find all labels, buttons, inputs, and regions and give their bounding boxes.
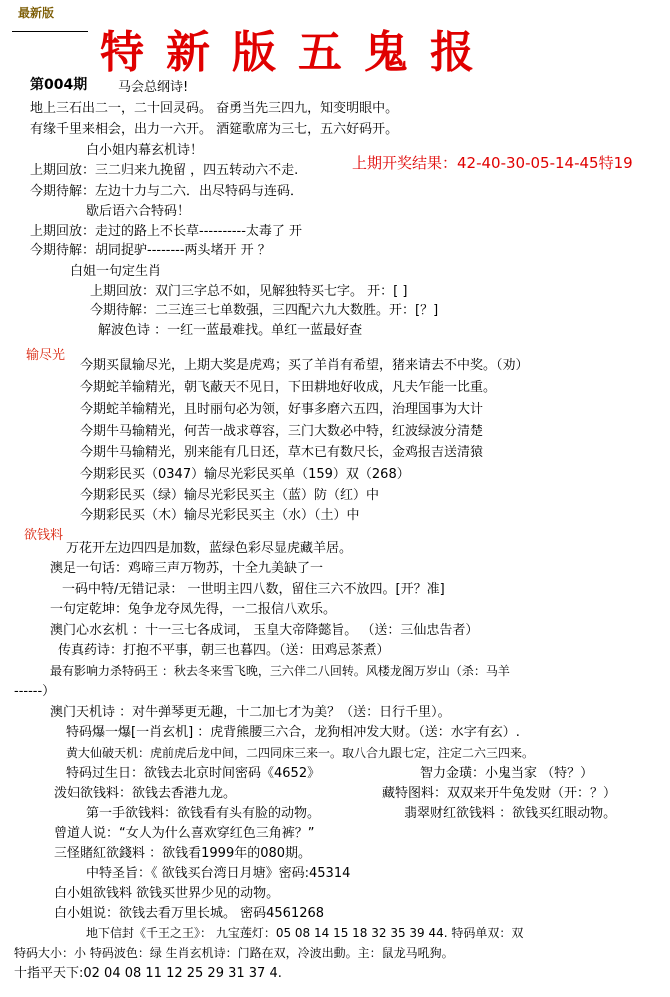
- poem-line-2: 有缘千里来相会，出力一六开。 酒筵歌席为三七，五六好码开。: [30, 122, 399, 137]
- header-divider: [12, 31, 88, 32]
- xuanji-now: 今期待解：左边十力与二六．出尽特码与连码．: [30, 184, 304, 199]
- yq-line: 中特圣旨：《 欲钱买台湾日月塘》密码:45314: [86, 866, 351, 881]
- yq-line: 白小姐说：欲钱去看万里长城。 密码4561268: [54, 906, 325, 921]
- shujinguang-line: 今期牛马输精光，别来能有几日还，草木已有数尺长，金鸡报吉送清猿: [80, 445, 484, 460]
- yq-line: 第一手欲钱料：欲钱看有头有脸的动物。: [86, 806, 321, 821]
- yq-line: 智力金璜：小鬼当家 （特？）: [420, 766, 594, 781]
- yq-line: 地下信封《千王之王》： 九宝莲灯：05 08 14 15 18 32 35 39 44. 特码单双：双: [86, 926, 524, 940]
- phrase-now: 今期待解：二三连三七单数强，三四配六九大数胜。开：[？]: [90, 303, 439, 318]
- xiehouyu-heading: 歇后语六合特码！: [86, 204, 191, 219]
- yq-line: 传真药诗：打抱不平事，朝三也暮四。（送：田鸡忌茶煮）: [58, 643, 390, 658]
- yq-line: 特码大小：小 特码波色：绿 生肖玄机诗：门路在双，冷波出動。主：鼠龙马吼狗。: [14, 946, 454, 960]
- yq-line: 最有影响力杀特码王 ：秋去冬来雪飞晚，三六伴二八回转。风楼龙阁万岁山（杀：马羊: [50, 664, 510, 678]
- xiehouyu-prev: 上期回放：走过的路上不长草----------太毒了 开: [30, 224, 303, 239]
- phrase-prev: 上期回放：双门三字总不如，见解独特买七字。 开：[ ]: [90, 284, 408, 299]
- yq-line: ------）: [14, 684, 56, 699]
- edition-label: 最新版: [18, 6, 55, 20]
- section-label-shujinguang: 输尽光: [26, 348, 66, 363]
- yq-line: 澳门天机诗 ：对牛弹琴更无趣，十二加七才为美？（送：日行千里）。: [50, 705, 451, 720]
- shujinguang-line: 今期买鼠输尽光，上期大奖是虎鸡；买了羊肖有希望，猪来请去不中奖。（劝）: [80, 358, 529, 373]
- poem-line-1: 地上三石出二一，二十回灵码。 奋勇当先三四九，知变明眼中。: [30, 101, 399, 116]
- shujinguang-line: 今期彩民买（0347）输尽光彩民买单（159）双（268）: [80, 467, 410, 482]
- yq-line: 万花开左边四四是加数，蓝绿色彩尽显虎藏羊居。: [66, 541, 353, 556]
- yq-line: 特码爆一爆[一肖玄机] ：虎背熊腰三六合，龙狗相冲发大财。（送：水字有玄）.: [66, 725, 520, 740]
- yq-line: 特码过生日：欲钱去北京时间密码《4652》: [66, 766, 321, 781]
- phrase-heading: 白姐一句定生肖: [70, 264, 162, 279]
- yq-line: 黄大仙破天机：虎前虎后龙中间，二四同床三来一。取八合九跟七定，注定二六三四来。: [66, 746, 535, 760]
- section-label-yuqianliao: 欲钱料: [24, 528, 64, 543]
- yq-line: 曾道人说：“女人为什么喜欢穿红色三角裤？”: [54, 826, 315, 841]
- yq-line: 澳门心水玄机 ：十一三七各成词， 玉皇大帝降懿旨。 （送：三仙忠告者）: [50, 623, 479, 638]
- xuanji-prev: 上期回放：三二归来九挽留 ，四五转动六不走.: [30, 163, 299, 178]
- shujinguang-line: 今期蛇羊输精光，朝飞蔽天不见日，下田耕地好收成，凡夫乍能一比重。: [80, 380, 497, 395]
- yq-line: 十指平天下:02 04 08 11 12 25 29 31 37 4.: [14, 966, 282, 981]
- yq-line: 澳足一句话：鸡啼三声万物苏，十全九美缺了一: [50, 561, 324, 576]
- yq-line: 翡翠财红欲钱料 ：欲钱买红眼动物。: [404, 806, 617, 821]
- yq-line: 泼妇欲钱料：欲钱去香港九龙。: [54, 786, 237, 801]
- yq-line: 白小姐欲钱料 欲钱买世界少见的动物。: [54, 886, 280, 901]
- yq-line: 藏特图料：双双来开牛兔发财（开：？）: [382, 786, 617, 801]
- poem-intro: 马会总纲诗!: [118, 80, 189, 95]
- yq-line: 一码中特/无错记录： 一世明主四八数，留住三六不放四。[开？准]: [62, 582, 445, 597]
- shujinguang-line: 今期彩民买（木）输尽光彩民买主（水）（土）中: [80, 508, 360, 523]
- shujinguang-line: 今期牛马输精光，何苦一战求尊容，三门大数必中特，红波绿波分清楚: [80, 424, 484, 439]
- xiehouyu-now: 今期待解：胡同捉驴--------两头堵开 开 ？: [30, 243, 271, 258]
- shujinguang-line: 今期彩民买（绿）输尽光彩民买主（蓝）防（红）中: [80, 488, 380, 503]
- yq-line: 一句定乾坤：兔争龙夺凤先得，一二报信八欢乐。: [50, 602, 337, 617]
- issue-number: 第004期: [30, 77, 88, 93]
- wave-color-poem: 解波色诗 ：一红一蓝最难找。单红一蓝最好查: [98, 323, 363, 338]
- last-draw-result: 上期开奖结果：42-40-30-05-14-45特19: [352, 154, 633, 172]
- shujinguang-line: 今期蛇羊输精光，且时丽句必为领，好事多磨六五四，治理国事为大计: [80, 402, 484, 417]
- yq-line: 三怪賭紅欲錢料 ：欲钱看1999年的080期。: [54, 846, 312, 861]
- page-title: 特新版五鬼报: [100, 27, 496, 78]
- xuanji-heading: 白小姐内幕玄机诗！: [86, 143, 204, 158]
